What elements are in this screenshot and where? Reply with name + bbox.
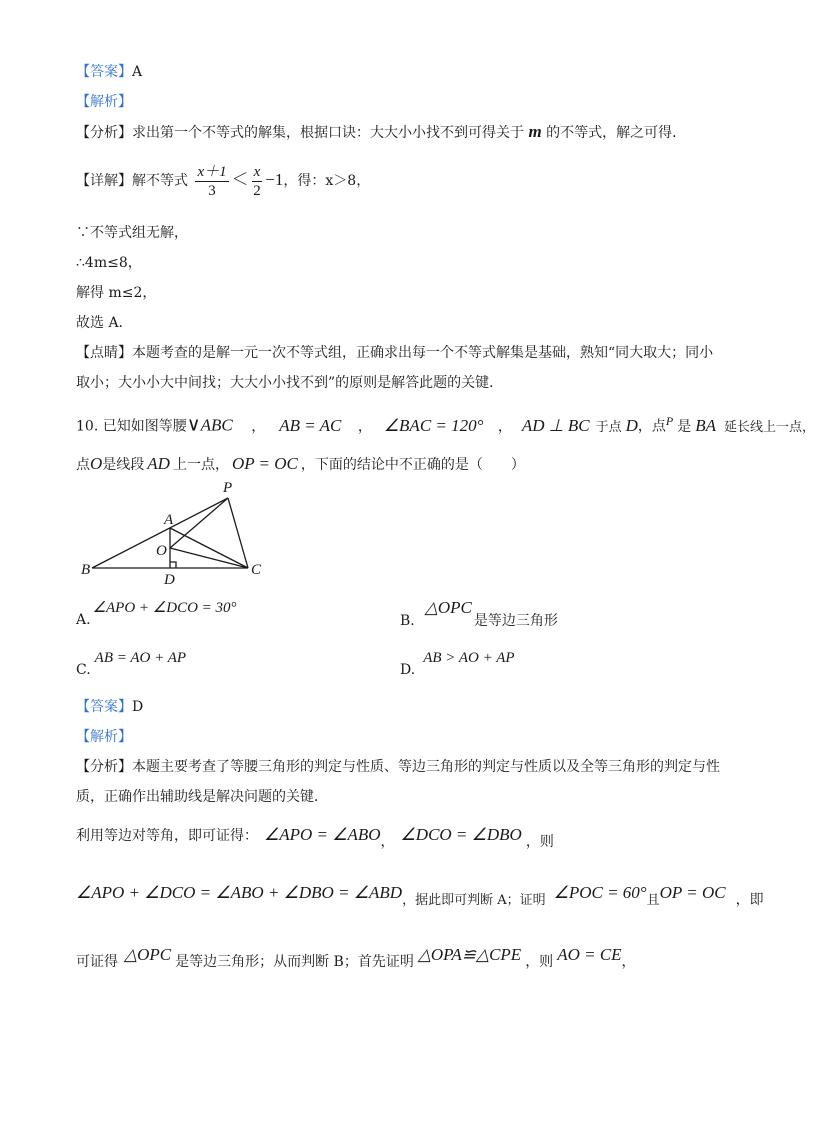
- answer-tag: 【答案】: [76, 64, 132, 80]
- minus-one: −1: [265, 170, 284, 189]
- option-d-expr: AB > AO + AP: [423, 650, 515, 666]
- fraction-2: $\frac{x}{2}$: [253, 163, 261, 199]
- expr-angle-sum: ∠APO + ∠DCO = ∠ABO + ∠DBO = ∠ABD: [76, 883, 403, 902]
- q10-stem-line-1: 10. 已知如图等腰∨ABC ， AB = AC ， ∠BAC = 120° ， AD ⊥ BC 于点 D，点$^P$ 是 BA 延长线上一点，: [76, 414, 815, 436]
- label-c: C: [251, 562, 262, 578]
- detail-tag: 【详解】: [76, 173, 132, 189]
- fenxi-text-2: 的不等式，解之可得．: [546, 125, 687, 141]
- dianjing-line-1: [76, 343, 713, 363]
- q10-answer-line: [76, 697, 143, 717]
- expr-poc-60: ∠POC = 60°: [553, 883, 647, 902]
- solve-line: 解得 m≤2，: [76, 285, 157, 301]
- point-o: O: [90, 454, 103, 473]
- label-b: B: [81, 562, 91, 578]
- fraction-1: $\frac{x+1}{3}$: [197, 163, 227, 199]
- option-b-expr: △OPC: [424, 598, 472, 617]
- answer-value: A: [132, 64, 143, 80]
- segment-ba: BA: [695, 415, 717, 435]
- analysis-tag: 【解析】: [76, 94, 132, 110]
- q9-analysis-tag: [76, 92, 132, 112]
- triangle-symbol: ∨: [186, 414, 201, 436]
- cond-angle-bac: ∠BAC = 120°: [383, 415, 484, 435]
- q10-fenxi-line-2: 质，正确作出辅助线是解决问题的关键．: [76, 789, 328, 805]
- point-p: P: [665, 414, 674, 428]
- geometry-figure: [80, 478, 270, 588]
- detail-text-2: ，得：: [283, 173, 326, 189]
- label-p: P: [223, 480, 233, 496]
- answer-tag: 【答案】: [76, 699, 132, 715]
- segment-ad: AD: [147, 454, 170, 473]
- triangle-abc: ABC: [200, 415, 233, 435]
- var-m: m: [528, 122, 542, 141]
- segment-ac-line: [170, 528, 248, 568]
- expr-congruent: △OPA≌△CPE: [417, 945, 522, 964]
- detail-text: 解不等式: [132, 173, 188, 189]
- dianjing-text-1: 本题考查的是解一元一次不等式组，正确求出每一个不等式解集是基础，熟知“同大取大；同小: [132, 345, 714, 361]
- segment-pc-line: [228, 498, 248, 568]
- q10-line-5: 可证得 △OPC 是等边三角形；从而判断 B；首先证明 △OPA≌△CPE ，则 AO = CE，: [76, 945, 636, 970]
- segment-oc-line: [170, 548, 248, 568]
- cond-ab-ac: AB = AC: [279, 415, 342, 435]
- option-d[interactable]: [400, 648, 515, 678]
- cond-op-oc: OP = OC: [231, 454, 298, 473]
- q9-detail-line: [76, 160, 370, 201]
- fenxi-text-1: 本题主要考查了等腰三角形的判定与性质、等边三角形的判定与性质以及全等三角形的判定与性: [132, 759, 720, 775]
- option-d-label: D.: [400, 662, 416, 678]
- q10-analysis-tag: [76, 727, 132, 747]
- label-a: A: [164, 512, 174, 528]
- option-c-expr: AB = AO + AP: [94, 650, 187, 666]
- choose-line: 故选 A．: [76, 315, 133, 331]
- dianjing-tag: 【点睛】: [76, 345, 132, 361]
- right-angle-mark: [170, 562, 176, 568]
- fenxi-tag: 【分析】: [76, 759, 132, 775]
- lt-sign: ＜: [231, 170, 249, 189]
- because-line: ∵不等式组无解，: [76, 225, 188, 241]
- expr-apo-abo: ∠APO = ∠ABO: [264, 825, 381, 844]
- q10-line-3: 利用等边对等角，即可证得： ∠APO = ∠ABO， ∠DCO = ∠DBO ，则: [76, 825, 554, 850]
- answer-value: D: [132, 699, 144, 715]
- expr-ao-ce: AO = CE: [557, 945, 622, 964]
- cond-ad-perp-bc: AD ⊥ BC: [521, 415, 590, 435]
- label-o: O: [156, 543, 167, 559]
- option-c-label: C.: [76, 662, 91, 678]
- dianjing-line-2: 取小；大小小大中间找；大大小小找不到”的原则是解答此题的关键．: [76, 375, 504, 391]
- q9-answer-line: [76, 62, 142, 82]
- q10-fenxi-line-1: [76, 757, 720, 777]
- stem-text: 10. 已知如图等腰: [76, 418, 187, 435]
- point-d: D: [625, 415, 638, 435]
- option-a[interactable]: [76, 598, 237, 628]
- expr-dco-dbo: ∠DCO = ∠DBO: [400, 825, 522, 844]
- option-b-label: B.: [400, 613, 415, 629]
- option-b-text: 是等边三角形: [473, 613, 558, 629]
- expr-op-oc: OP = OC: [659, 883, 726, 902]
- option-a-label: A.: [76, 612, 91, 628]
- q10-stem-line-2: 点O是线段 AD 上一点， OP = OC ，下面的结论中不正确的是（ ）: [76, 454, 525, 473]
- therefore-line: ∴4m≤8，: [76, 255, 142, 271]
- option-b[interactable]: [400, 598, 558, 629]
- fenxi-tag: 【分析】: [76, 125, 132, 141]
- option-c[interactable]: [76, 648, 187, 678]
- q10-line-4: ∠APO + ∠DCO = ∠ABO + ∠DBO = ∠ABD，据此即可判断 A；证明 ∠POC = 60°且OP = OC ，即: [76, 883, 764, 908]
- label-d: D: [164, 572, 175, 588]
- q9-fenxi-line: [76, 122, 686, 143]
- expr-opc: △OPC: [124, 945, 172, 964]
- option-a-expr: ∠APO + ∠DCO = 30°: [92, 600, 237, 616]
- detail-result: x＞8，: [325, 173, 371, 189]
- analysis-tag: 【解析】: [76, 729, 132, 745]
- fenxi-text: 求出第一个不等式的解集，根据口诀：大大小小找不到可得关于: [132, 125, 524, 141]
